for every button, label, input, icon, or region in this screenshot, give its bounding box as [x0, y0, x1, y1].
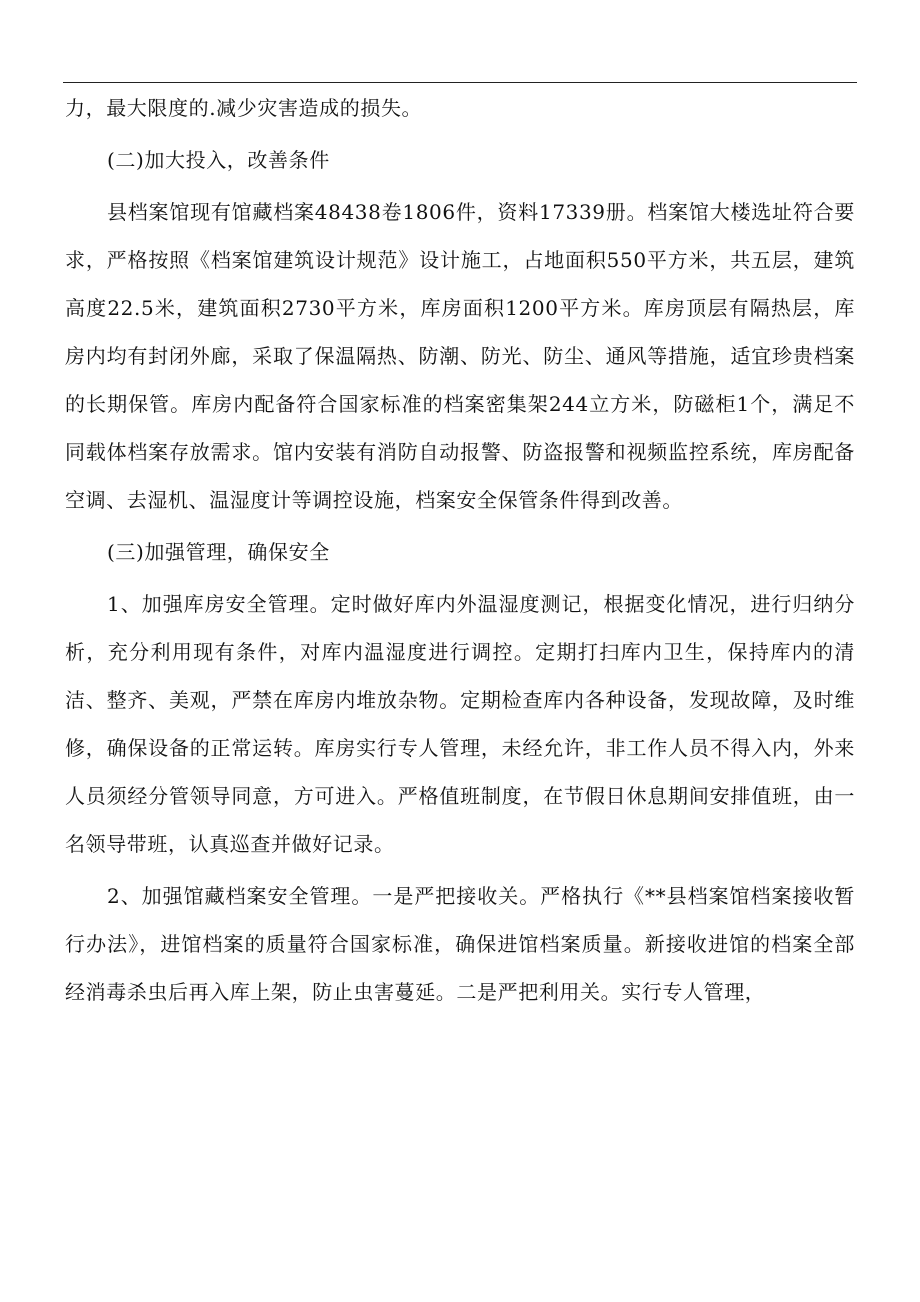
paragraph-storage-management: 1、加强库房安全管理。定时做好库内外温湿度测记，根据变化情况，进行归纳分析，充分利用现有条件，对库内温湿度进行调控。定期打扫库内卫生，保持库内的清洁、整齐、美观，严禁在库房内堆放杂物。定期检查库内各种设备，发现故障，及时维修，确保设备的正常运转。库房实行专人管理，未经允许，非工作人员不得入内，外来人员须经分管领导同意，方可进入。严格值班制度，在节假日休息期间安排值班，由一名领导带班，认真巡查并做好记录。: [65, 592, 855, 856]
paragraph-continuation: 力，最大限度的.减少灾害造成的损失。: [65, 96, 423, 120]
section-heading-2: (二)加大投入，改善条件: [107, 148, 330, 172]
document-body: [65, 84, 855, 1016]
paragraph-collection-management: 2、加强馆藏档案安全管理。一是严把接收关。严格执行《**县档案馆档案接收暂行办法》，进馆档案的质量符合国家标准，确保进馆档案质量。新接收进馆的档案全部经消毒杀虫后再入库上架，防止虫害蔓延。二是严把利用关。实行专人管理，: [65, 884, 855, 1004]
section-heading-3: (三)加强管理，确保安全: [107, 540, 330, 564]
header-rule: [63, 82, 857, 83]
paragraph-archive-facilities: 县档案馆现有馆藏档案48438卷1806件，资料17339册。档案馆大楼选址符合要求，严格按照《档案馆建筑设计规范》设计施工，占地面积550平方米，共五层，建筑高度22.5米，建筑面积2730平方米，库房面积1200平方米。库房顶层有隔热层，库房内均有封闭外廊，采取了保温隔热、防潮、防光、防尘、通风等措施，适宜珍贵档案的长期保管。库房内配备符合国家标准的档案密集架244立方米，防磁柜1个，满足不同载体档案存放需求。馆内安装有消防自动报警、防盗报警和视频监控系统，库房配备空调、去湿机、温湿度计等调控设施，档案安全保管条件得到改善。: [65, 200, 855, 512]
